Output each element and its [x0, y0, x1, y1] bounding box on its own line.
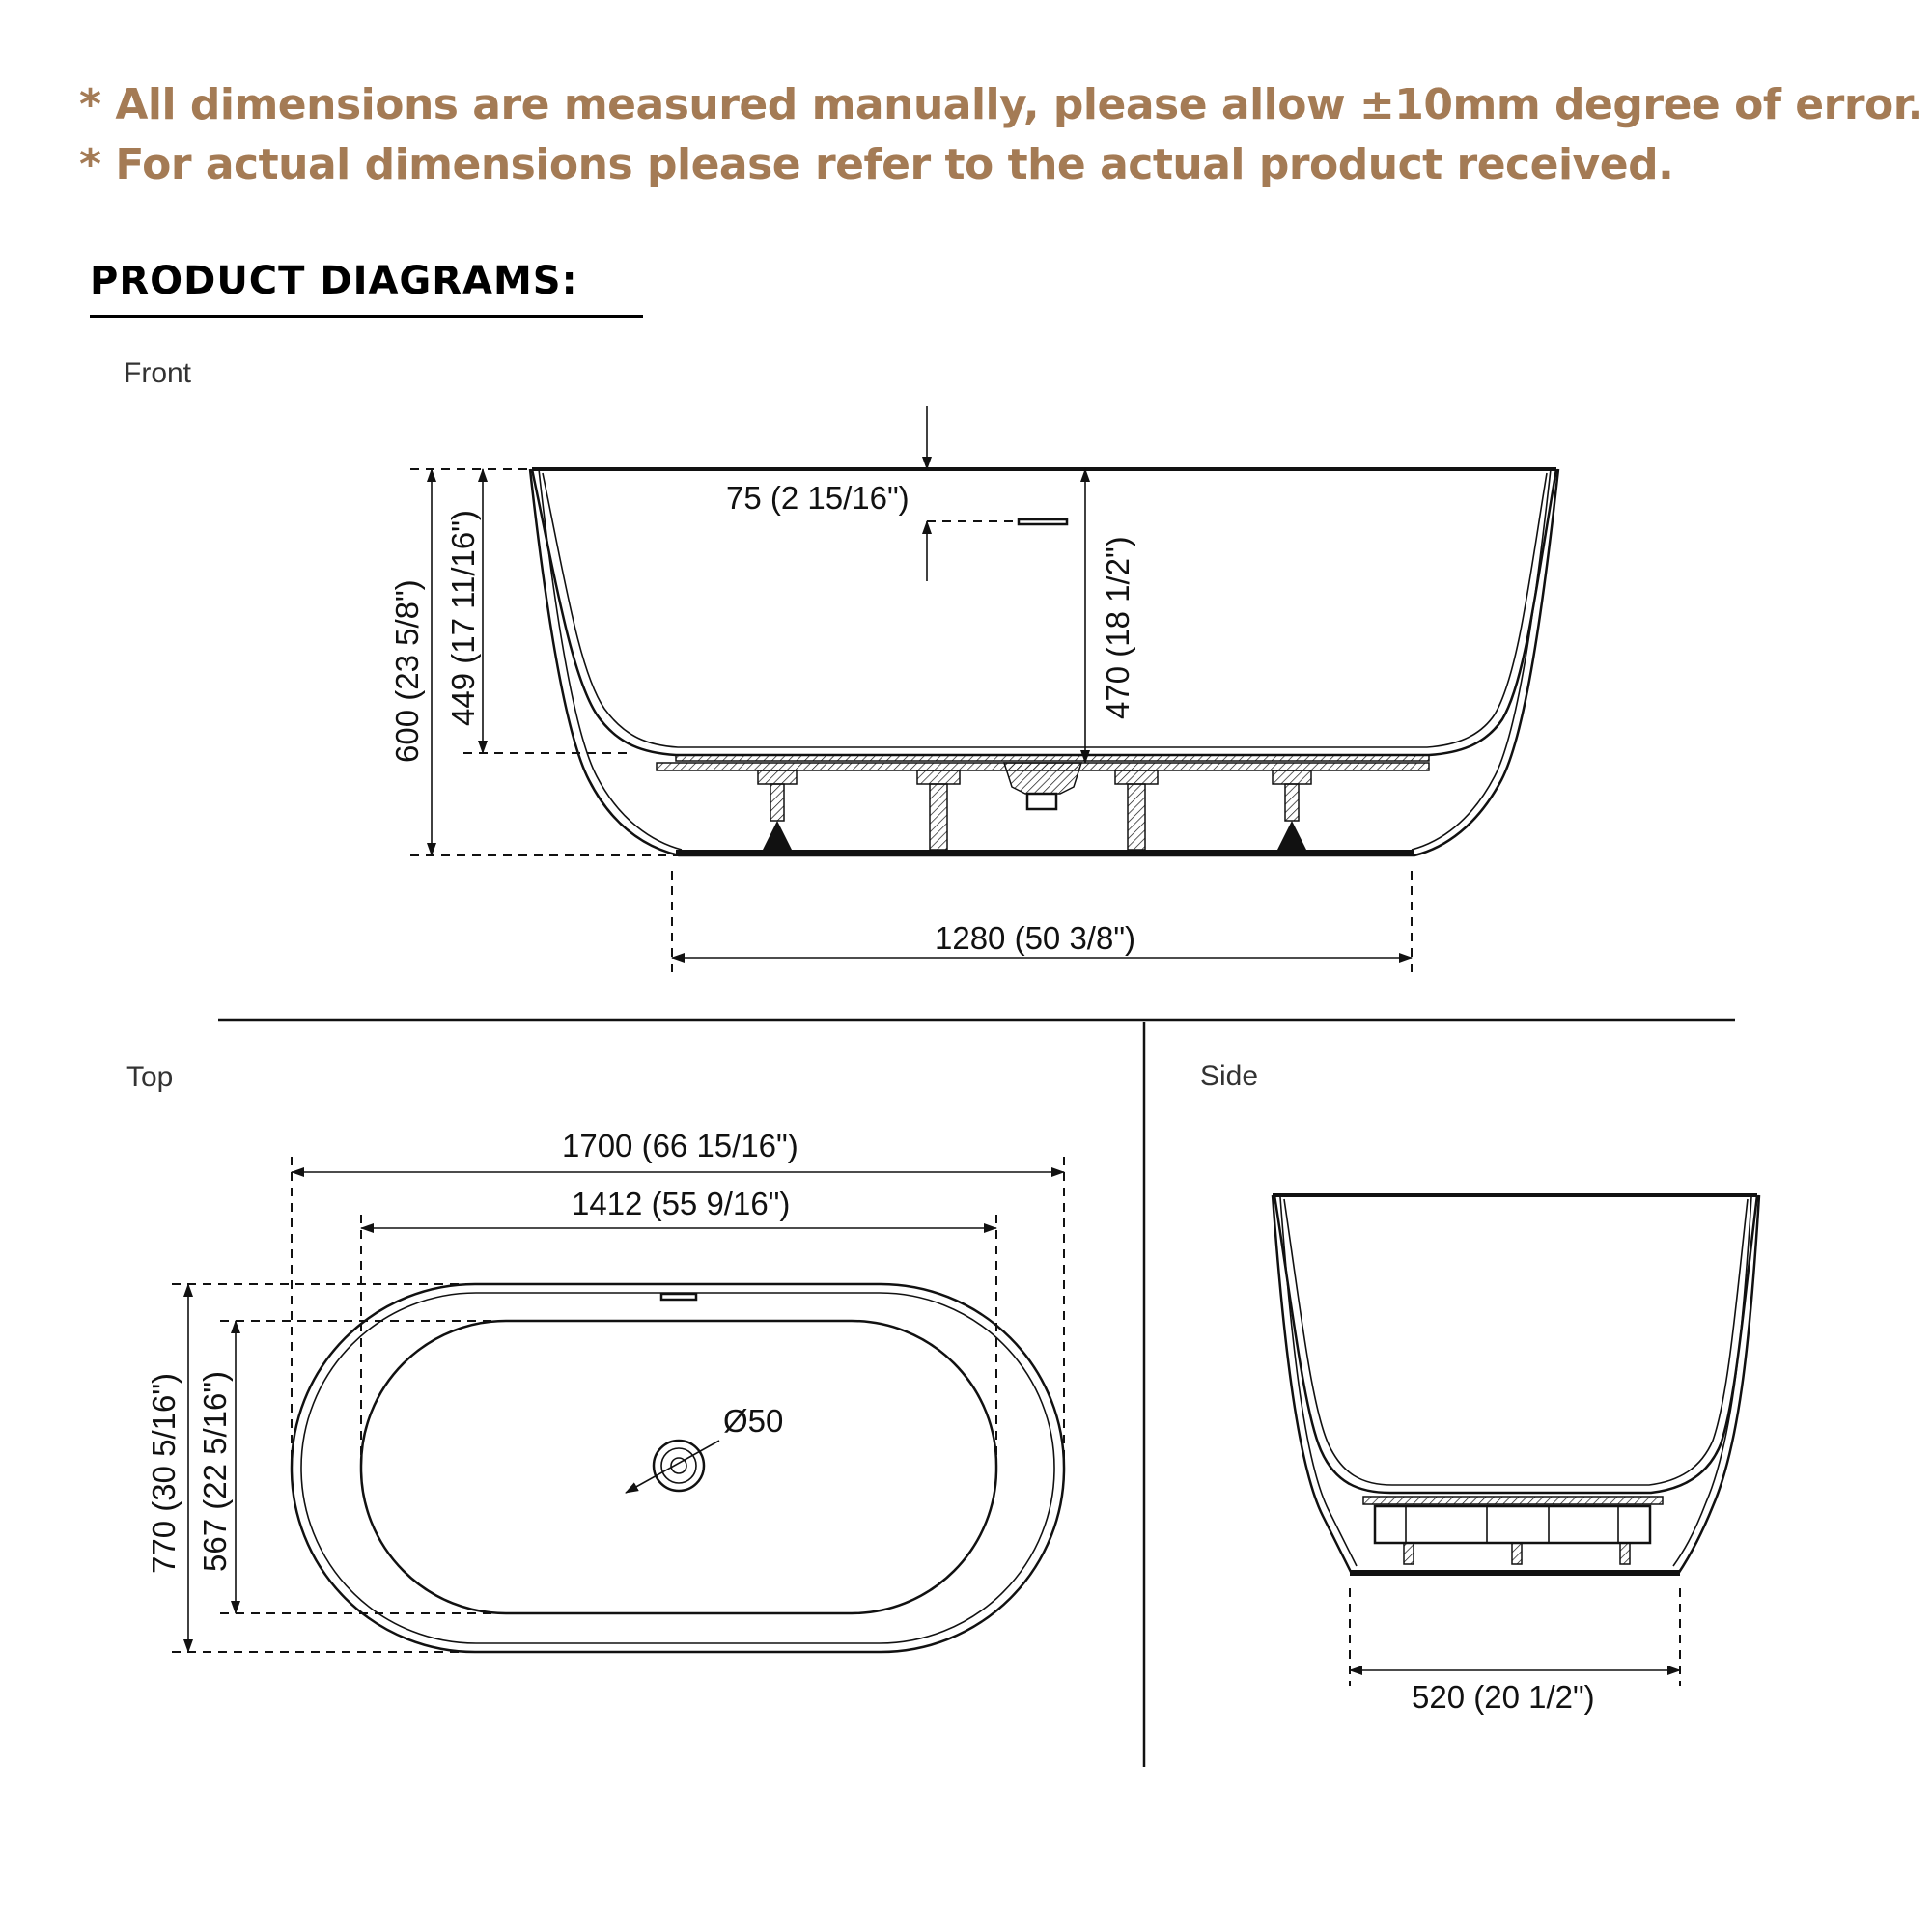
section-heading: PRODUCT DIAGRAMS:: [90, 259, 578, 303]
front-dim-height-label: 600 (23 5/8"): [389, 579, 425, 763]
front-dim-bowl-height-label: 449 (17 11/16"): [445, 510, 481, 726]
top-outer-outline: [292, 1284, 1064, 1652]
front-floor-hatch: [676, 755, 1429, 761]
side-support-frame: [1375, 1506, 1650, 1543]
front-outer-shell-inner-left: [539, 469, 682, 850]
front-view-label: Front: [124, 357, 192, 389]
front-dim-inner-depth-label: 470 (18 1/2"): [1100, 536, 1135, 719]
front-outer-shell-inner-right: [1412, 469, 1551, 850]
front-leg-4: [1273, 770, 1311, 850]
top-view: [126, 1061, 1064, 1652]
side-view-label: Side: [1200, 1060, 1259, 1092]
top-drain-middle: [661, 1448, 696, 1483]
side-view: [1200, 1060, 1759, 1715]
side-leg-3: [1620, 1543, 1630, 1564]
front-inner-bowl-offset: [543, 473, 1547, 747]
side-leg-2: [1512, 1543, 1522, 1564]
front-base: [676, 850, 1414, 856]
top-drain-label: Ø50: [723, 1403, 784, 1439]
side-dim-base-label: 520 (20 1/2"): [1412, 1679, 1595, 1715]
front-drain-body: [1004, 763, 1081, 794]
top-overflow: [661, 1294, 696, 1300]
front-view: [124, 357, 1558, 979]
front-overflow: [1019, 519, 1067, 524]
front-inner-bowl: [532, 469, 1556, 755]
side-outer-shell: [1273, 1195, 1759, 1574]
front-leg-1: [758, 770, 797, 850]
side-support-plate: [1363, 1497, 1663, 1504]
top-view-label: Top: [126, 1061, 174, 1093]
top-inner-basin: [361, 1321, 996, 1613]
front-drain-outlet: [1027, 794, 1056, 809]
side-base: [1350, 1570, 1680, 1576]
side-inner-bowl: [1274, 1195, 1757, 1493]
front-dim-base-label: 1280 (50 3/8"): [935, 920, 1136, 956]
side-outer-shell-inner-right: [1673, 1197, 1751, 1566]
side-inner-bowl-offset: [1284, 1199, 1748, 1485]
note-error-tolerance: * All dimensions are measured manually, please allow ±10mm degree of error.: [79, 80, 1923, 129]
note-actual-product: * For actual dimensions please refer to the actual product received.: [79, 140, 1674, 189]
top-drain-leader: [626, 1441, 719, 1493]
top-outer-outline-inner: [301, 1293, 1054, 1643]
front-outer-shell: [530, 469, 1558, 855]
side-leg-1: [1404, 1543, 1414, 1564]
front-dim-rim-label: 75 (2 15/16"): [726, 480, 910, 516]
top-dim-inner-width-label: 567 (22 5/16"): [197, 1370, 233, 1572]
front-leg-2: [917, 770, 960, 850]
top-dim-inner-length-label: 1412 (55 9/16"): [572, 1186, 791, 1221]
top-dim-width-label: 770 (30 5/16"): [146, 1372, 182, 1574]
front-leg-3: [1115, 770, 1158, 850]
top-dim-length-label: 1700 (66 15/16"): [562, 1128, 798, 1163]
